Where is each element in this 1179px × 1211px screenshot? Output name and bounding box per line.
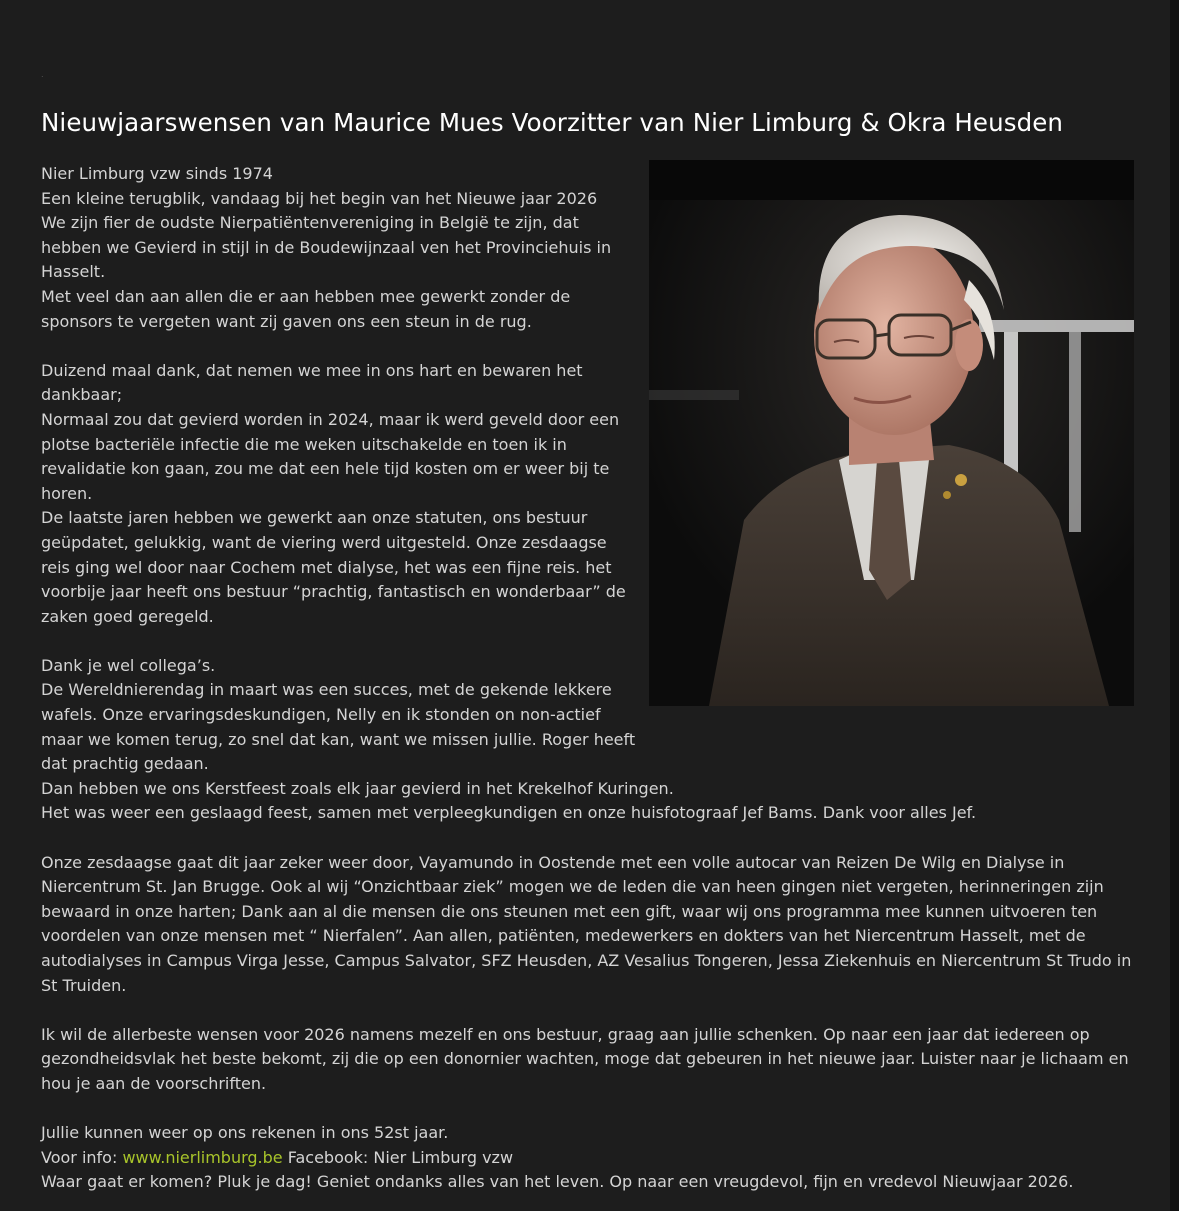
spacer xyxy=(41,826,1136,851)
dot-marker: . xyxy=(41,70,44,79)
scrollbar-track xyxy=(1170,0,1179,1211)
spacer xyxy=(41,629,636,654)
info-line xyxy=(41,1146,1136,1171)
article-body xyxy=(41,162,1136,1195)
closing-line: Waar gaat er komen? Pluk je dag! Geniet ondanks alles van het leven. Op naar een vreugdevol, fijn en vredevol Nieuwjaar 2026. xyxy=(41,1172,1074,1192)
paragraph-line: De laatste jaren hebben we gewerkt aan onze statuten, ons bestuur geüpdatet, gelukkig, want de viering werd uitgesteld. Onze zesdaagse reis ging wel door naar Cochem met dialyse, het was een fijne reis. het voorbije jaar heeft ons bestuur “prachtig, fantastisch en wonderbaar” de zaken goed geregeld. xyxy=(41,508,626,626)
paragraph-line: Nier Limburg vzw sinds 1974 xyxy=(41,164,273,183)
paragraph-line: We zijn fier de oudste Nierpatiëntenvereniging in België te zijn, dat hebben we Gevierd in stijl in de Boudewijnzaal ven het Provinciehuis in Hasselt. xyxy=(41,213,612,282)
paragraph-line: Dan hebben we ons Kerstfeest zoals elk jaar gevierd in het Krekelhof Kuringen. xyxy=(41,778,674,798)
intro-column xyxy=(41,162,636,777)
spacer xyxy=(41,1097,1136,1122)
paragraph-line: Met veel dan aan allen die er aan hebben mee gewerkt zonder de sponsors te vergeten want zij gaven ons een steun in de rug. xyxy=(41,286,571,331)
website-link[interactable]: www.nierlimburg.be xyxy=(122,1147,283,1167)
spacer xyxy=(41,998,1136,1023)
closing-line: Jullie kunnen weer op ons rekenen in ons 52st jaar. xyxy=(41,1123,449,1143)
page-title: Nieuwjaarswensen van Maurice Mues Voorzitter van Nier Limburg & Okra Heusden xyxy=(41,108,1064,137)
paragraph: Onze zesdaagse gaat dit jaar zeker weer door, Vayamundo in Oostende met een volle autocar van Reizen De Wilg en Dialyse in Niercentrum St. Jan Brugge. Ook al wij “Onzichtbaar ziek” mogen we de leden die van heen gingen niet vergeten, herinneringen zijn bewaard in onze harten; Dank aan al die mensen die ons steunen met een gift, waar wij ons programma mee kunnen uitvoeren ten voordelen van onze mensen met “ Nierfalen”. Aan allen, patiënten, medewerkers en dokters van het Niercentrum Hasselt, met de autodialyses in Campus Virga Jesse, Campus Salvator, SFZ Heusden, AZ Vesalius Tongeren, Jessa Ziekenhuis en Niercentrum St Trudo in St Truiden. xyxy=(41,852,1132,995)
paragraph-line: De Wereldnierendag in maart was een succes, met de gekende lekkere wafels. Onze ervaringsdeskundigen, Nelly en ik stonden on non-actief maar we komen terug, zo snel dat kan, want we missen jullie. Roger heeft dat prachtig gedaan. xyxy=(41,680,636,774)
paragraph-line: Een kleine terugblik, vandaag bij het begin van het Nieuwe jaar 2026 xyxy=(41,188,598,208)
paragraph-line: Het was weer een geslaagd feest, samen met verpleegkundigen en onze huisfotograaf Jef Bams. Dank voor alles Jef. xyxy=(41,803,977,823)
paragraph: Ik wil de allerbeste wensen voor 2026 namens mezelf en ons bestuur, graag aan jullie schenken. Op naar een jaar dat iedereen op gezondheidsvlak het beste bekomt, zij die op een donornier wachten, moge dat gebeuren in het nieuwe jaar. Luister naar je lichaam en hou je aan de voorschriften. xyxy=(41,1024,1129,1093)
paragraph-line: Dank je wel collega’s. xyxy=(41,655,216,675)
info-prefix: Voor info: xyxy=(41,1147,123,1167)
paragraph-line: Normaal zou dat gevierd worden in 2024, maar ik werd geveld door een plotse bacteriële infectie die me weken uitschakelde en toen ik in revalidatie kon gaan, zou me dat een hele tijd kosten om er weer bij te horen. xyxy=(41,409,620,503)
paragraph-line: Duizend maal dank, dat nemen we mee in ons hart en bewaren het dankbaar; xyxy=(41,360,583,405)
spacer xyxy=(41,334,636,359)
info-suffix: Facebook: Nier Limburg vzw xyxy=(282,1147,514,1167)
